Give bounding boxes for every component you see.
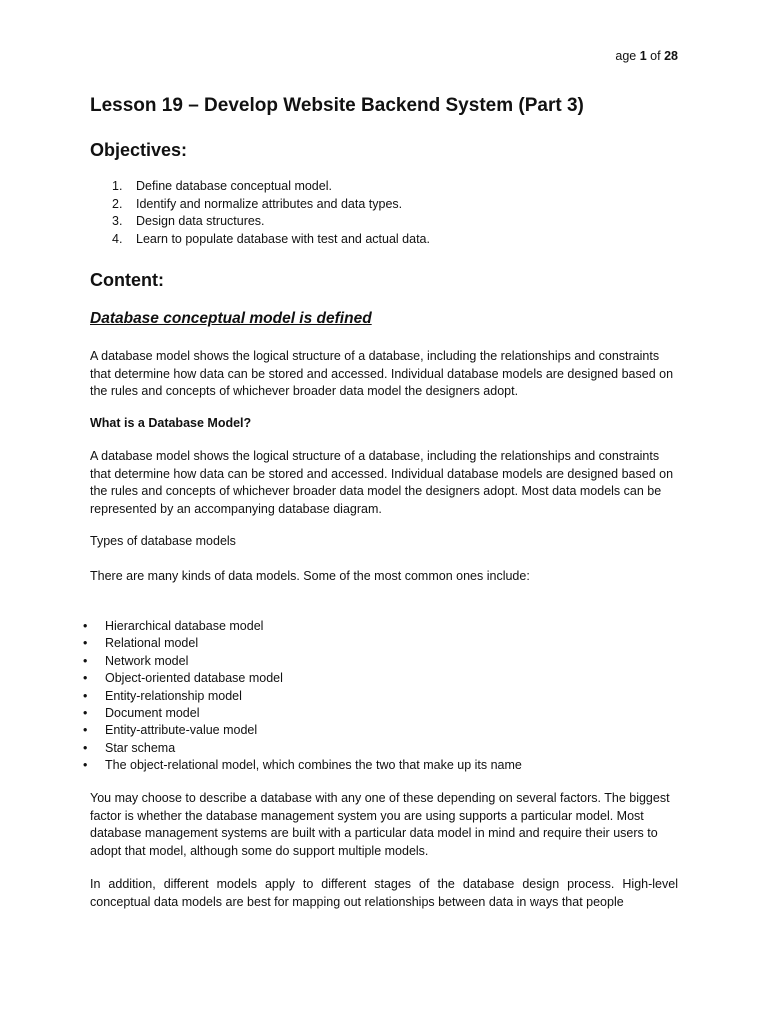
objective-item: 1. Define database conceptual model. <box>112 179 332 193</box>
list-item: • Entity-relationship model <box>0 688 522 705</box>
page-prefix: age <box>615 49 637 63</box>
objective-item: 4. Learn to populate database with test and actual data. <box>112 231 430 246</box>
models-list <box>0 618 522 775</box>
bullet-icon: • <box>83 671 88 686</box>
page-of: of <box>650 49 661 63</box>
paragraph-1: A database model shows the logical structure of a database, including the relationships and constraints that determine how data can be stored and accessed. Individual database models are designed based on the rules and concepts of whichever broader data model the designers adopt. <box>90 349 674 398</box>
paragraph-4: In addition, different models apply to different stages of the database design process. High-level conceptual data models are best for mapping out relationships between data in ways that people <box>90 877 678 909</box>
bullet-icon: • <box>83 619 88 633</box>
bullet-icon: • <box>83 653 88 668</box>
objective-item: 3. Design data structures. <box>112 214 265 228</box>
paragraph-3: You may choose to describe a database with any one of these depending on several factors. The biggest factor is whether the database management system you are using supports a particular model. Most database management systems are built with a particular data model in mind and require their users to adopt that model, although some do support multiple models. <box>90 791 670 858</box>
types-label: Types of database models <box>90 534 236 548</box>
list-item: • Relational model <box>0 635 522 652</box>
list-item: • Network model <box>0 653 522 670</box>
list-item: • Star schema <box>0 740 522 757</box>
bullet-icon: • <box>83 758 88 773</box>
bullet-icon: • <box>83 740 88 755</box>
bullet-icon: • <box>83 636 88 651</box>
bullet-icon: • <box>83 688 88 703</box>
list-item: • Entity-attribute-value model <box>0 722 522 739</box>
bullet-icon: • <box>83 723 88 738</box>
page-current: 1 <box>639 49 647 63</box>
bullet-icon: • <box>83 706 88 721</box>
objectives-list <box>90 178 430 248</box>
list-item: • Object-oriented database model <box>0 670 522 687</box>
page-number <box>615 49 678 63</box>
lesson-title: Lesson 19 – Develop Website Backend System (Part 3) <box>90 95 584 116</box>
list-item: • Hierarchical database model <box>0 618 522 635</box>
content-heading: Content: <box>90 270 164 290</box>
list-item: • Document model <box>0 705 522 722</box>
section-title: Database conceptual model is defined <box>90 310 372 327</box>
objectives-heading: Objectives: <box>90 140 188 160</box>
page-total: 28 <box>664 49 678 63</box>
list-item: • The object-relational model, which combines the two that make up its name <box>0 757 522 774</box>
objective-item: 2. Identify and normalize attributes and data types. <box>112 196 403 211</box>
paragraph-2: A database model shows the logical structure of a database, including the relationships and constraints that determine how data can be stored and accessed. Individual database models are designed based on the rules and concepts of whichever broader data model the designers adopt. Most data models can be represented by an accompanying database diagram. <box>90 449 674 516</box>
subheading-what-is-database-model: What is a Database Model? <box>90 416 252 430</box>
models-intro: There are many kinds of data models. Some of the most common ones include: <box>90 569 530 583</box>
